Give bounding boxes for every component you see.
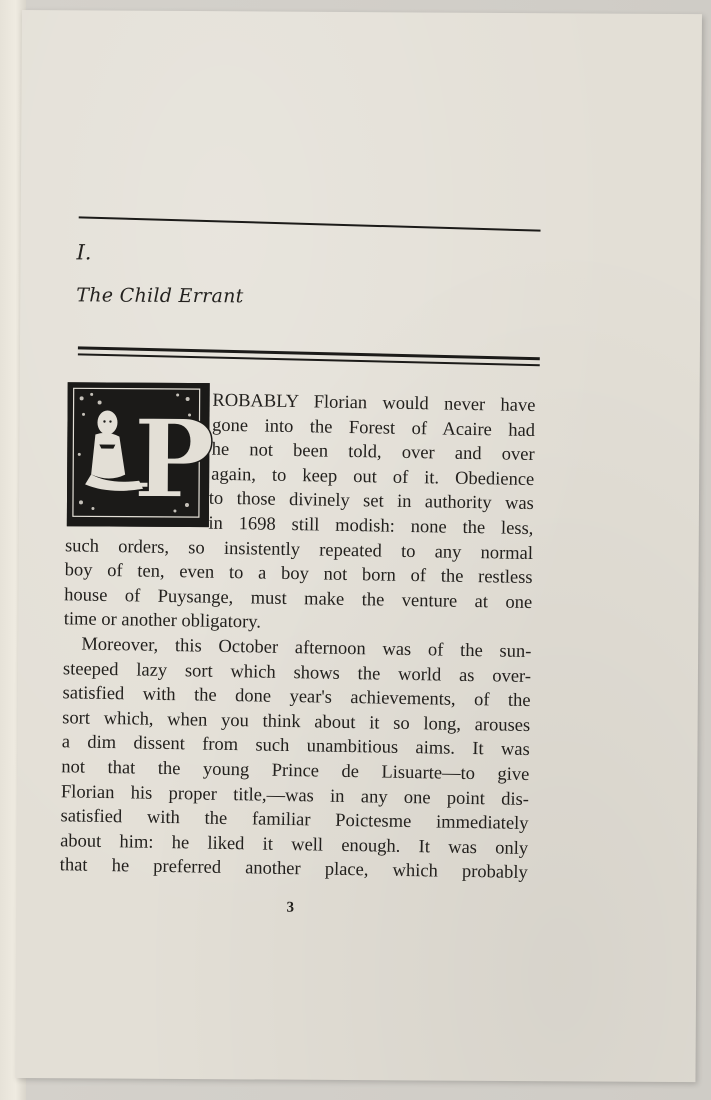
text-line: about him: he liked it well enough. It was only	[59, 830, 529, 859]
book-page	[15, 10, 702, 1082]
chapter-number: I.	[76, 240, 92, 265]
top-rule	[79, 216, 541, 231]
text-line: gone into the Forest of Acaire had	[211, 415, 536, 441]
text-line: sort which, when you think about it so long, arouses	[62, 707, 531, 736]
body-text	[60, 386, 536, 886]
text-line: house of Puysange, must make the venture at one	[64, 585, 533, 613]
text-line: such orders, so insistently repeated to any normal	[64, 535, 534, 564]
text-line: satisfied with the done year's achievements, of the	[62, 683, 531, 712]
chapter-title: The Child Errant	[76, 284, 244, 308]
text-line: Florian his proper title,—was in any one point dis-	[60, 781, 530, 810]
text-line: to those divinely set in authority was	[208, 489, 534, 515]
text-line: in 1698 still modish: none the less,	[208, 513, 534, 539]
text-line: a dim dissent from such unambitious aims. It was	[61, 732, 530, 761]
text-line: time or another obligatory.	[63, 609, 262, 633]
text-line: steeped lazy sort which shows the world as over-	[62, 658, 532, 687]
page-number: 3	[286, 899, 295, 916]
text-line: that he preferred another place, which probably	[59, 855, 528, 884]
svg-text:P: P	[132, 396, 215, 524]
text-line: again, to keep out of it. Obedience	[211, 464, 535, 490]
text-line: satisfied with the familiar Poictesme immediately	[60, 806, 529, 835]
text-line: ROBABLY Florian would never have	[212, 390, 536, 417]
text-line: not that the young Prince de Lisuarte—to give	[61, 757, 530, 785]
text-line: boy of ten, even to a boy not born of the restless	[64, 560, 533, 589]
text-line: he not been told, over and over	[211, 439, 535, 466]
text-line: Moreover, this October afternoon was of the sun-	[81, 634, 532, 662]
